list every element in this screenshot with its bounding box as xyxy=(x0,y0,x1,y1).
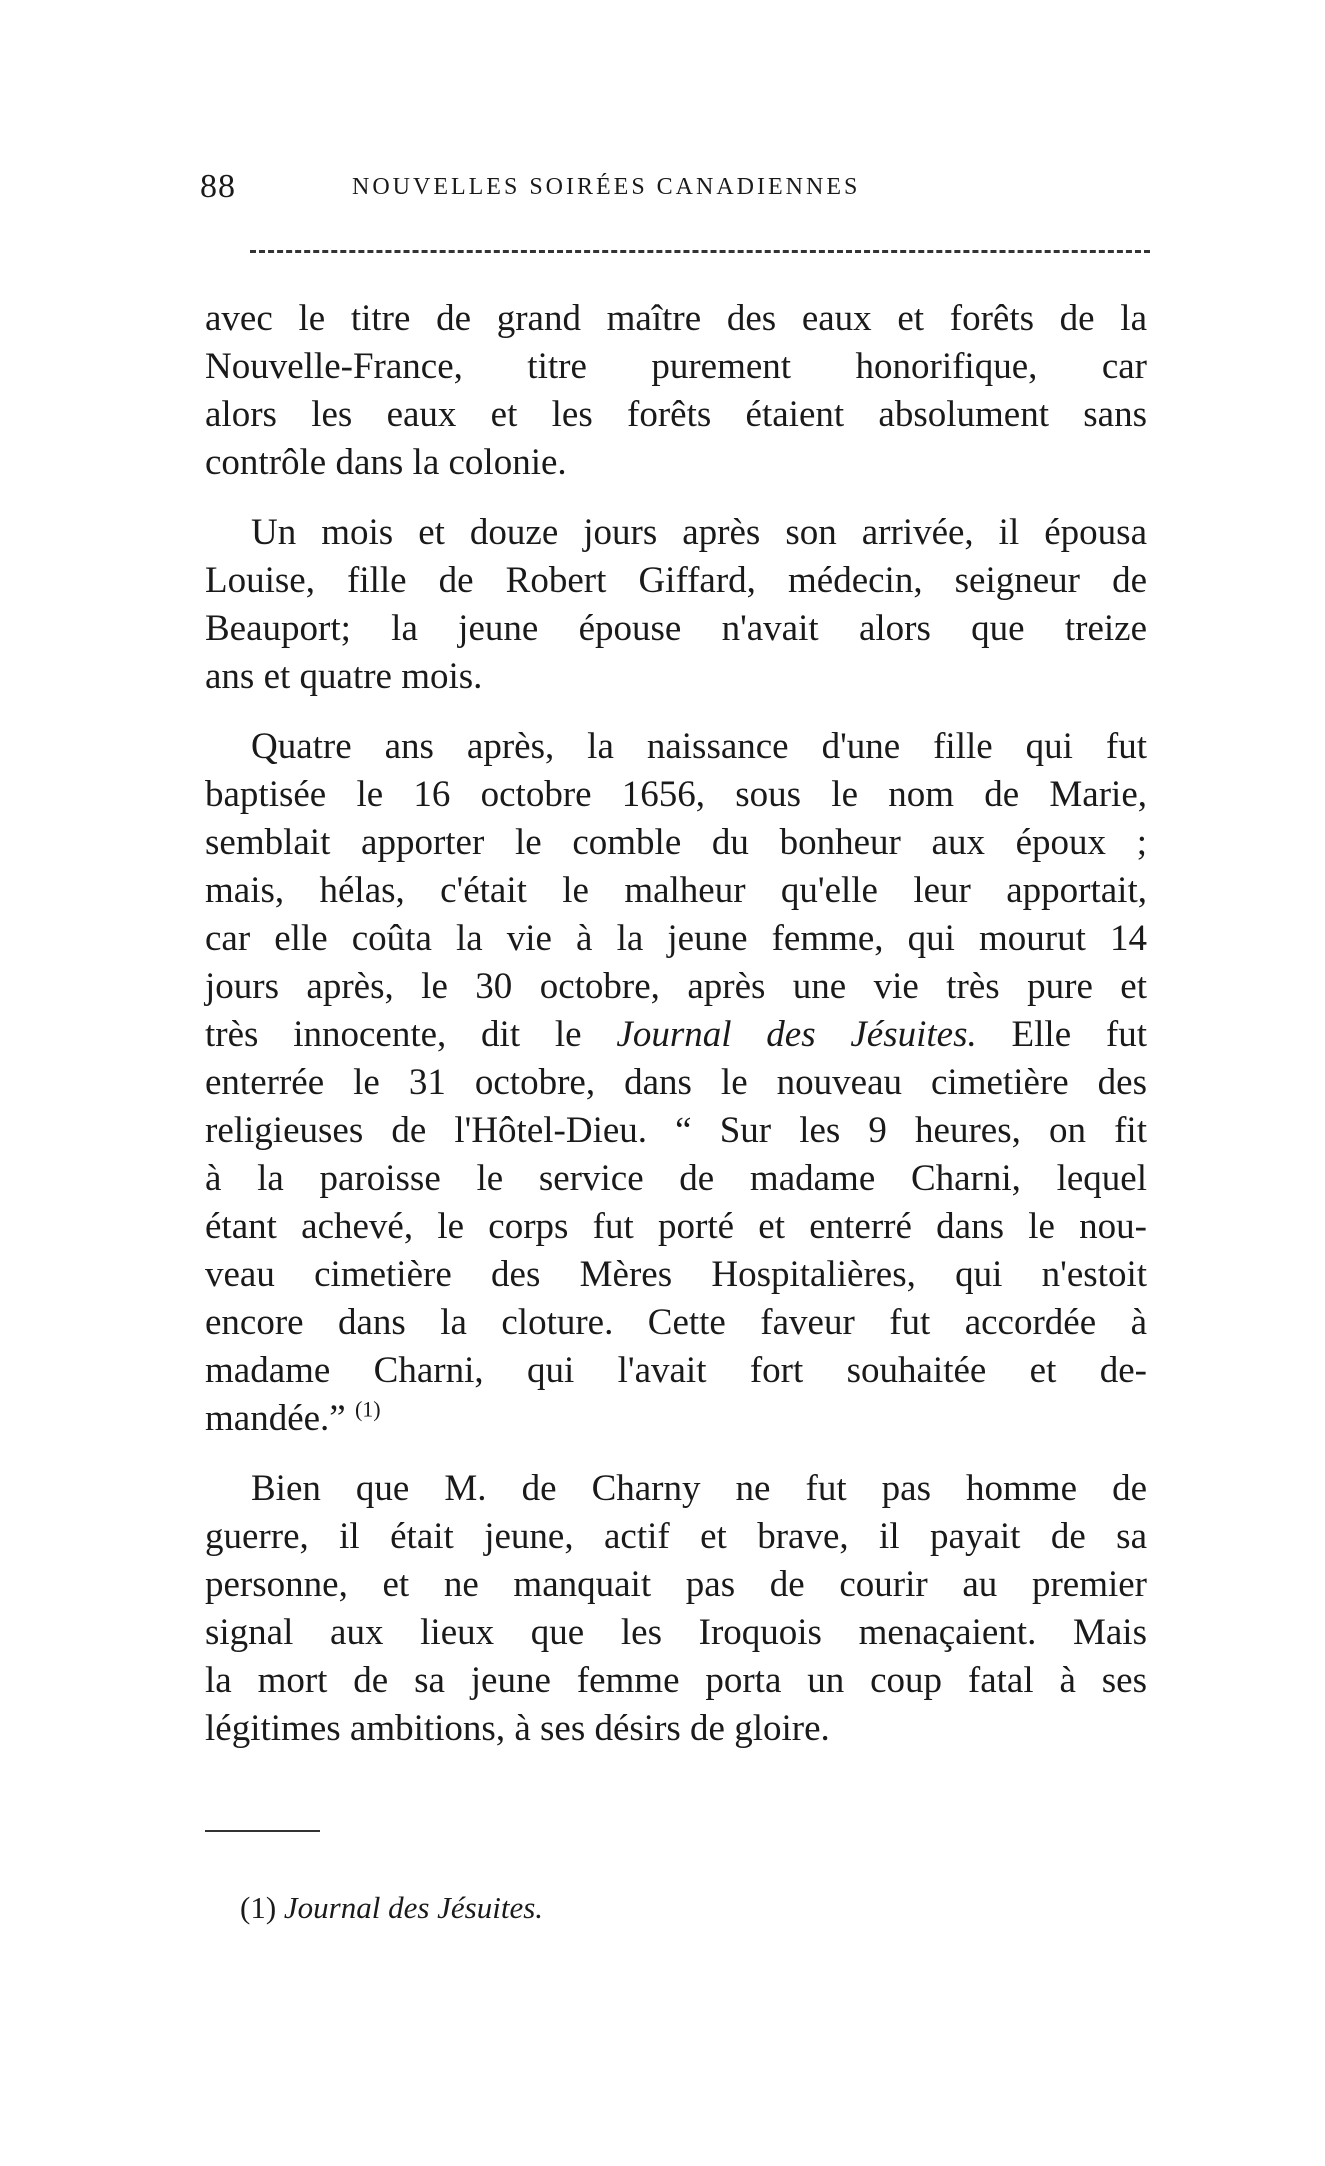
text-line: à la paroisse le service de madame Charni, lequel xyxy=(205,1158,1147,1199)
journal-title: Journal des Jésuites. xyxy=(616,1014,977,1055)
footnote-rule xyxy=(205,1830,320,1832)
text-line: avec le titre de grand maître des eaux et forêts de la xyxy=(205,298,1147,339)
page-number: 88 xyxy=(200,168,236,205)
text-line: jours après, le 30 octobre, après une vie très pure et xyxy=(205,966,1147,1007)
text-line: contrôle dans la colonie. xyxy=(205,442,567,483)
paragraph-1 xyxy=(205,295,1147,487)
text-line: alors les eaux et les forêts étaient absolument sans xyxy=(205,394,1147,435)
text-line: Bien que M. de Charny ne fut pas homme de xyxy=(251,1468,1147,1509)
text-fragment: Elle fut xyxy=(1011,1014,1147,1055)
text-line-with-note xyxy=(205,1395,1147,1443)
text-line-with-title xyxy=(205,1011,1147,1059)
footnote xyxy=(240,1890,543,1926)
text-line: personne, et ne manquait pas de courir au premier xyxy=(205,1564,1147,1605)
text-line: mais, hélas, c'était le malheur qu'elle leur apportait, xyxy=(205,870,1147,911)
text-line: enterrée le 31 octobre, dans le nouveau cimetière des xyxy=(205,1062,1147,1103)
text-fragment: très innocente, dit le xyxy=(205,1014,582,1055)
text-line: Quatre ans après, la naissance d'une fille qui fut xyxy=(251,726,1147,767)
header-rule xyxy=(250,250,1150,253)
paragraph-3 xyxy=(205,723,1147,1443)
footnote-reference: (1) xyxy=(354,1396,381,1422)
text-line: veau cimetière des Mères Hospitalières, qui n'estoit xyxy=(205,1254,1147,1295)
text-line: étant achevé, le corps fut porté et enterré dans le nou- xyxy=(205,1206,1147,1247)
body-text xyxy=(205,295,1147,1775)
footnote-marker: (1) xyxy=(240,1890,277,1925)
text-line: légitimes ambitions, à ses désirs de gloire. xyxy=(205,1708,830,1749)
text-line: Louise, fille de Robert Giffard, médecin, seigneur de xyxy=(205,560,1147,601)
text-line: Un mois et douze jours après son arrivée, il épousa xyxy=(251,512,1147,553)
text-line: Beauport; la jeune épouse n'avait alors que treize xyxy=(205,608,1147,649)
text-line: madame Charni, qui l'avait fort souhaitée et de- xyxy=(205,1350,1147,1391)
text-line: encore dans la cloture. Cette faveur fut accordée à xyxy=(205,1302,1147,1343)
text-line: la mort de sa jeune femme porta un coup fatal à ses xyxy=(205,1660,1147,1701)
text-line: semblait apporter le comble du bonheur aux époux ; xyxy=(205,822,1147,863)
text-line: ans et quatre mois. xyxy=(205,656,483,697)
footnote-text: Journal des Jésuites. xyxy=(283,1890,544,1925)
text-fragment: mandée.” xyxy=(205,1398,346,1439)
text-line: guerre, il était jeune, actif et brave, il payait de sa xyxy=(205,1516,1147,1557)
text-line: signal aux lieux que les Iroquois menaçaient. Mais xyxy=(205,1612,1147,1653)
page-header xyxy=(200,168,1145,218)
text-line: Nouvelle-France, titre purement honorifique, car xyxy=(205,346,1147,387)
text-line: car elle coûta la vie à la jeune femme, qui mourut 14 xyxy=(205,918,1147,959)
paragraph-2 xyxy=(205,509,1147,701)
paragraph-4 xyxy=(205,1465,1147,1753)
text-line: baptisée le 16 octobre 1656, sous le nom de Marie, xyxy=(205,774,1147,815)
text-line: religieuses de l'Hôtel-Dieu. “ Sur les 9 heures, on fit xyxy=(205,1110,1147,1151)
running-title: NOUVELLES SOIRÉES CANADIENNES xyxy=(352,174,861,200)
